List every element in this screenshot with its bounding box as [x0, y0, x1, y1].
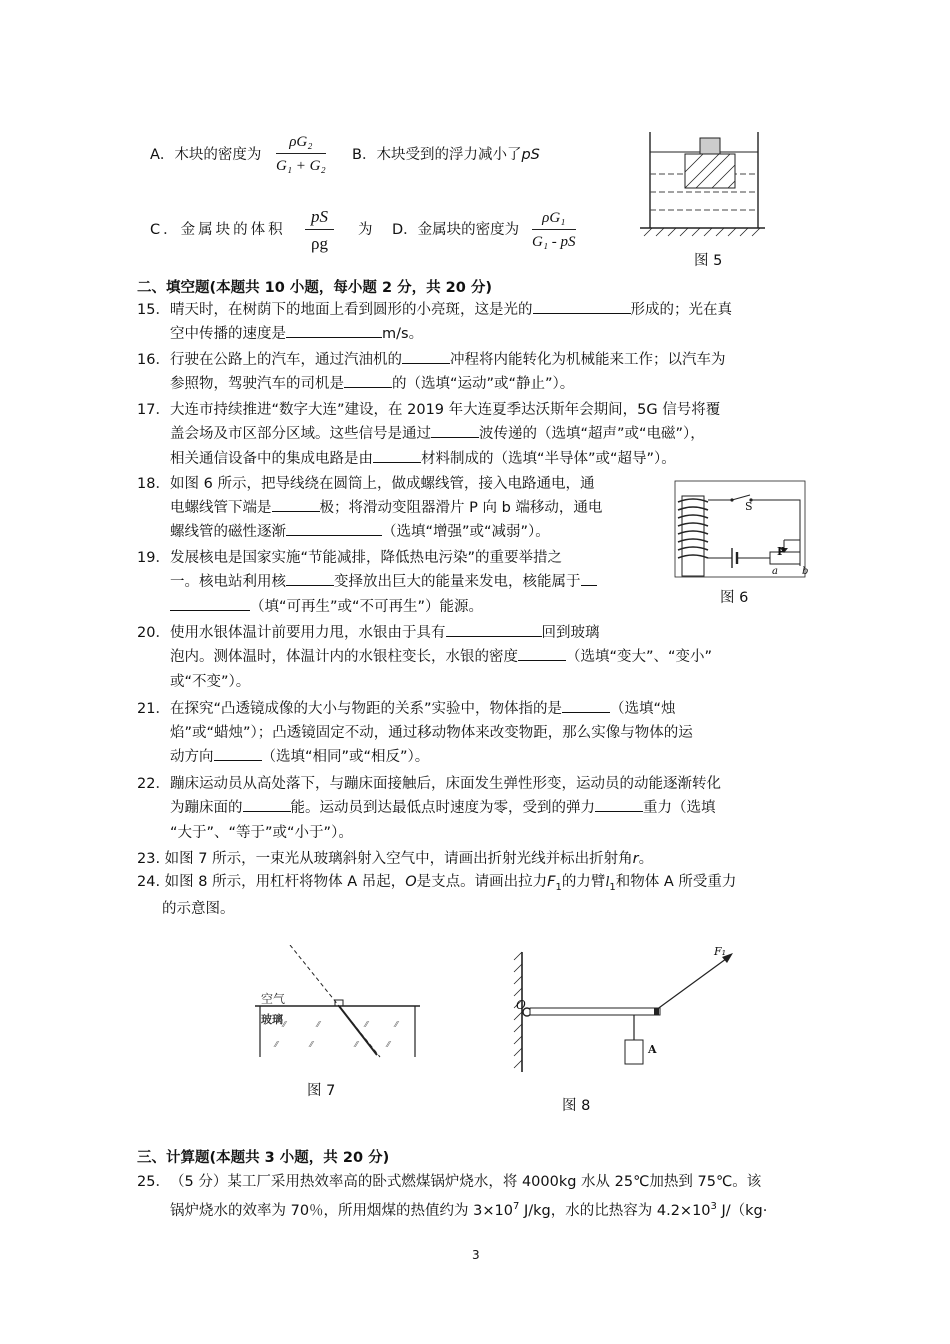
option-a-denominator: G₁ + G₂: [276, 158, 326, 174]
q22-line3: “大于”、“等于”或“小于”）。: [170, 825, 353, 841]
option-c-tail: 为: [358, 222, 373, 238]
q20-line1: [170, 621, 600, 645]
q25-sup-2: 3: [710, 1201, 717, 1212]
q21-text-b: （选填“烛: [610, 701, 676, 717]
option-d-numerator: ρG₁: [532, 210, 576, 230]
q23-end: 。: [638, 851, 654, 867]
q15-text-c: 空中传播的速度是: [170, 326, 286, 342]
q17-text-d: 材料制成的（选填“半导体”或“超导”）。: [421, 451, 676, 467]
q25-text-b: J/kg，水的比热容为 4.2×10: [519, 1202, 711, 1219]
svg-text:⁄⁄: ⁄⁄: [310, 1040, 313, 1049]
q22-text-b: 能。运动员到达最低点时速度为零，受到的弹力: [290, 800, 595, 816]
q18-text-d: （选填“增强”或“减弱”）。: [382, 524, 550, 540]
svg-text:⁄⁄: ⁄⁄: [395, 1020, 398, 1029]
q22-text-c: 重力（选填: [643, 800, 716, 816]
q17-text-b: 波传递的（选填“超声”或“电磁”），: [479, 426, 705, 442]
q22-text-a: 为蹦床面的: [170, 800, 243, 816]
option-d-label: D．金属块的密度为: [392, 222, 520, 238]
q25-number: 25．: [137, 1174, 170, 1190]
q25-text-c: J/（kg·: [716, 1202, 768, 1219]
q17-blank-2[interactable]: [373, 448, 421, 463]
q15-text-d: m/s。: [382, 326, 424, 342]
q24-body: 24. 如图 8 所示，用杠杆将物体 A 吊起，: [137, 874, 406, 890]
figure-8-diagram: [508, 940, 743, 1080]
option-c-denominator: ρg: [311, 234, 328, 253]
figure-8-label-o: O: [516, 998, 526, 1012]
q20-blank-2[interactable]: [518, 646, 566, 661]
q21-blank-2[interactable]: [214, 746, 262, 761]
q15-text-b: 形成的；光在真: [630, 302, 732, 318]
q17-text-a: 盖会场及市区部分区域。这些信号是通过: [170, 426, 431, 442]
option-c-fraction: [305, 207, 334, 254]
q23-var: r: [632, 851, 639, 867]
q15-text-a: 晴天时，在树荫下的地面上看到圆形的小亮斑，这是光的: [170, 302, 533, 318]
q19-line2: [170, 570, 597, 594]
q25-line2: [170, 1195, 767, 1223]
section-2-heading: 二、填空题(本题共 10 小题，每小题 2 分，共 20 分): [137, 280, 492, 296]
q19-text-a: 一。核电站利用核: [170, 574, 286, 590]
option-b-label: B．木块受到的浮力减小了: [352, 147, 522, 163]
svg-text:⁄⁄: ⁄⁄: [355, 1040, 358, 1049]
q19-blank-2a[interactable]: [581, 571, 597, 586]
figure-6-label-p: P: [777, 545, 786, 558]
svg-text:⁄⁄: ⁄⁄: [317, 1020, 320, 1029]
q18-text-c: 螺线管的磁性逐渐: [170, 524, 286, 540]
q21-text-c: 动方向: [170, 749, 214, 765]
q19-text-c: （填“可再生”或“不可再生”）能源。: [250, 599, 484, 615]
q21-line3: [170, 745, 429, 769]
q19-line1: 发展核电是国家实施“节能减排，降低热电污染”的重要举措之: [170, 550, 563, 566]
figure-5-caption: 图 5: [694, 253, 723, 269]
figure-6-diagram: [672, 478, 812, 583]
q17-number: 17．: [137, 402, 170, 418]
q23-body: 23. 如图 7 所示，一束光从玻璃斜射入空气中，请画出折射光线并标出折射角: [137, 851, 633, 867]
q24-end: 和物体 A 所受重力: [615, 874, 737, 890]
q17-line1: 大连市持续推进“数字大连”建设，在 2019 年大连夏季达沃斯年会期间，5G 信号将覆: [170, 402, 721, 418]
q15-line1: [170, 298, 732, 322]
q20-line3: 或“不变”）。: [170, 674, 251, 690]
q24-mid: 是支点。请画出拉力: [416, 874, 548, 890]
q15-blank-1[interactable]: [533, 299, 631, 314]
option-b-var: pS: [521, 147, 540, 163]
figure-8-caption: 图 8: [562, 1098, 591, 1114]
q16-text-c: 参照物，驾驶汽车的司机是: [170, 376, 344, 392]
q18-text-a: 电螺线管下端是: [170, 500, 272, 516]
figure-5-diagram: [640, 132, 765, 242]
q19-line3: [170, 595, 483, 619]
q19-blank-1[interactable]: [286, 571, 334, 586]
q19-number: 19．: [137, 550, 170, 566]
svg-text:⁄⁄: ⁄⁄: [275, 1040, 278, 1049]
q20-text-b: 回到玻璃: [541, 625, 600, 641]
q21-line2: 焰”或“蜡烛”）；凸透镜固定不动，通过移动物体来改变物距，那么实像与物体的运: [170, 725, 693, 741]
q22-number: 22．: [137, 776, 170, 792]
figure-6-caption: 图 6: [720, 590, 749, 606]
option-a-label: A．木块的密度为: [150, 147, 262, 163]
figure-6-label-s: S: [745, 500, 753, 513]
q16-text-b: 冲程将内能转化为机械能来工作；以汽车为: [450, 352, 726, 368]
option-a-numerator: ρG₂: [276, 134, 326, 154]
q24-line2: 的示意图。: [162, 901, 235, 917]
q20-line2: [170, 645, 712, 669]
option-c-label: C．金属块的体积: [150, 222, 286, 238]
q17-text-c: 相关通信设备中的集成电路是由: [170, 451, 373, 467]
page-number: 3: [472, 1248, 480, 1262]
option-b: [352, 143, 540, 164]
q20-text-d: （选填“变大”、“变小”: [566, 649, 713, 665]
q18-text-b: 极；将滑动变阻器滑片 P 向 b 端移动，通电: [319, 500, 603, 516]
q18-line2: [170, 496, 602, 520]
q24-f: F: [547, 874, 556, 890]
q20-blank-1[interactable]: [446, 622, 542, 637]
q25-sup-1: 7: [513, 1201, 520, 1212]
figure-7-glass-label: 玻璃: [261, 1013, 283, 1026]
option-c-numerator: pS: [305, 207, 334, 230]
figure-7-caption: 图 7: [307, 1083, 336, 1099]
q20-text-a: 使用水银体温计前要用力甩，水银由于具有: [170, 625, 446, 641]
option-d-fraction: [532, 210, 576, 251]
q24-l: l: [605, 874, 610, 890]
option-a-fraction: [276, 134, 326, 175]
q20-text-c: 泡内。测体温时，体温计内的水银柱变长，水银的密度: [170, 649, 518, 665]
q18-blank-2[interactable]: [286, 521, 382, 536]
q22-line2: [170, 796, 716, 820]
q22-blank-2[interactable]: [595, 797, 643, 812]
q15-line2: [170, 322, 423, 346]
q18-line1: 如图 6 所示，把导线绕在圆筒上，做成螺线管，接入电路通电，通: [170, 476, 595, 492]
q22-blank-1[interactable]: [243, 797, 291, 812]
q16-blank-1[interactable]: [402, 349, 450, 364]
q16-number: 16．: [137, 352, 170, 368]
q19-text-b: 变择放出巨大的能量来发电，核能属于: [334, 574, 581, 590]
q17-line3: [170, 447, 676, 471]
q15-blank-2[interactable]: [286, 323, 382, 338]
figure-6-label-b: b: [802, 566, 809, 577]
q16-text-a: 行驶在公路上的汽车，通过汽油机的: [170, 352, 402, 368]
q24-f-sub: 1: [555, 881, 562, 893]
section-3-heading: 三、计算题(本题共 3 小题，共 20 分): [137, 1150, 390, 1166]
q21-text-a: 在探究“凸透镜成像的大小与物距的关系”实验中，物体指的是: [170, 701, 563, 717]
svg-text:⁄⁄: ⁄⁄: [283, 1020, 286, 1029]
q17-blank-1[interactable]: [431, 423, 479, 438]
svg-text:⁄⁄: ⁄⁄: [387, 1040, 390, 1049]
q23-text: [137, 847, 653, 871]
q25-text-a: 锅炉烧水的效率为 70％，所用烟煤的热值约为 3×10: [170, 1202, 513, 1219]
q18-blank-1[interactable]: [272, 497, 320, 512]
q16-line2: [170, 372, 574, 396]
q24-o: O: [405, 874, 417, 890]
q24-mid2: 的力臂: [561, 874, 606, 890]
figure-7-air-label: 空气: [261, 992, 286, 1006]
figure-8-label-a: A: [648, 1043, 657, 1056]
q21-line1: [170, 697, 676, 721]
q22-line1: 蹦床运动员从高处落下，与蹦床面接触后，床面发生弹性形变，运动员的动能逐渐转化: [170, 776, 721, 792]
q21-blank-1[interactable]: [562, 698, 610, 713]
q16-line1: [170, 348, 726, 372]
q16-blank-2[interactable]: [344, 373, 392, 388]
q16-text-d: 的（选填“运动”或“静止”）。: [392, 376, 575, 392]
q18-line3: [170, 520, 550, 544]
svg-text:⁄⁄: ⁄⁄: [365, 1020, 368, 1029]
q17-line2: [170, 422, 705, 446]
q24-l-sub: 1: [609, 881, 616, 893]
q19-blank-2b[interactable]: [170, 596, 250, 611]
q18-number: 18．: [137, 476, 170, 492]
figure-8-label-f1: F₁: [714, 945, 727, 958]
q21-text-d: （选填“相同”或“相反”）。: [261, 749, 430, 765]
q24-text: [137, 870, 736, 900]
q15-number: 15．: [137, 302, 170, 318]
figure-6-label-a: a: [772, 566, 778, 577]
q21-number: 21．: [137, 701, 170, 717]
q25-line1: （5 分）某工厂采用热效率高的卧式燃煤锅炉烧水，将 4000kg 水从 25℃加热到 75℃。该: [170, 1174, 762, 1190]
option-d-denominator: G₁ - pS: [532, 234, 576, 250]
q20-number: 20．: [137, 625, 170, 641]
